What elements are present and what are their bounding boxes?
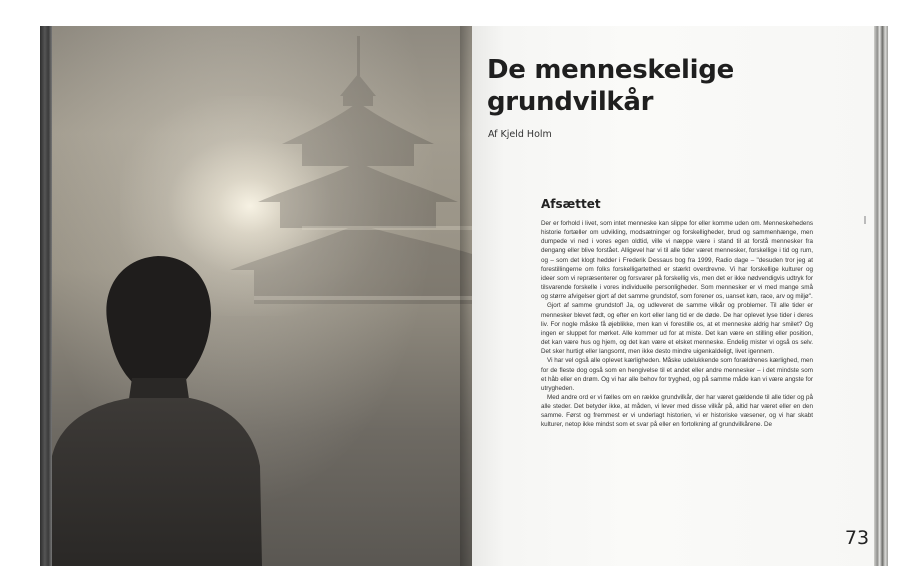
person-silhouette-icon (40, 26, 472, 566)
body-paragraph: Gjort af samme grundstof! Ja, og udleveret de samme vilkår og problemer. Til alle tider er mennesker blevet født, og efter en kort eller lang tid er de døde. De har oplevet lyse tider i deres liv. For nogle måske få øjeblikke, men kan vi forestille os, at et menneske aldrig har smilet? Og ingen er sluppet for mørket. Alle kommer ud for at miste. Det kan være en stilling eller position, det kan være hus og hjem, og det kan være et elsket menneske. Endelig mister vi også os selv. Det sker hurtigt eller langsomt, men ikke desto mindre uigenkaldeligt, livet igennem. (541, 302, 813, 356)
page-edge-left (40, 26, 52, 566)
margin-mark (864, 216, 866, 224)
book-gutter (460, 26, 472, 566)
article-title: De menneskelige grundvilkår (487, 55, 734, 117)
body-paragraph: Med andre ord er vi fælles om en række grundvilkår, der har været gældende til alle tider og på alle steder. Det betyder ikke, at måden, vi lever med disse vilkår på, altid har været eller en den samme. Først og fremmest er vi underlagt historien, vi er historiske væsener, og vi har skabt kulturer, netop ikke mindst som et svar på eller en fortolkning af grundvilkårene. De (541, 393, 813, 429)
book-spread (40, 26, 888, 566)
article-body (541, 219, 813, 430)
text-page (472, 26, 874, 566)
page-edge-right (874, 26, 888, 566)
author-byline: Af Kjeld Holm (488, 129, 552, 140)
body-paragraph: Vi har vel også alle oplevet kærligheden. Måske udelukkende som forældrenes kærlighed, men for de fleste dog også som en hengivelse til et andet eller andre mennesker – i det mindste som et håb eller en drøm. Og vi har alle behov for tryghed, og på samme måde kan vi være angste for utrygheden. (541, 357, 813, 392)
photo-page (40, 26, 472, 566)
section-heading: Afsættet (541, 197, 601, 211)
page-number: 73 (840, 523, 874, 553)
body-paragraph: Der er forhold i livet, som intet menneske kan slippe for eller komme uden om. Menneskehedens historie fortæller om udvikling, modsætninger og forskelligheder, brud og sammenhænge, men dumpede vi ned i vores egen oldtid, ville vi næppe være i stand til at forstå mennesker fra dengang eller blive forstået. Alligevel har vi til alle tider været mennesker, forskellige i tid og rum, og – som det klogt hedder i Frederik Dessaus bog fra 1999, Radio dage – "desuden tror jeg at forestillingerne om folks forskelligartethed er stærkt overdrevne. Vi har forskellige kulturer og ideer som vi repræsenterer og forsvarer på forskellig vis, men det er ikke nødvendigvis udtryk for tilsvarende forskelle i vores individuelle personligheder. Som mennesker er vi med mange små og større afvigelser gjort af det samme grundstof, som forener os, uanset køn, race, arv og miljø". (541, 220, 813, 301)
